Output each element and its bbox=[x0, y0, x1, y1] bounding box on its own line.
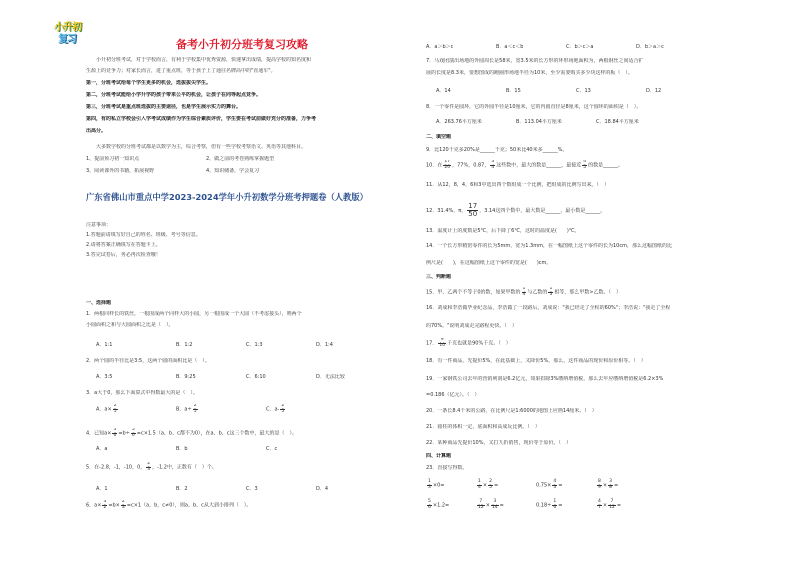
q17-text: 17． $\frac{9}{10}$ 千克也就是90%千克。（ ） bbox=[426, 338, 511, 348]
q9-text: 9．比120千克多20%是______千克；50米比40米多______%。 bbox=[426, 147, 568, 153]
q3-option-b: B．a÷ $\frac{2}{5}$ bbox=[176, 404, 197, 414]
notice-heading: 注意事项： bbox=[86, 222, 112, 228]
calc-4: $\frac{8}{9}$ × $\frac{3}{8}$ = bbox=[598, 479, 619, 490]
q2-text: 2．两个圆的半径比是3:5，这两个圆的面积比是（ ）。 bbox=[86, 358, 210, 364]
tip-3: 3、阅读课外的书籍，拓展视野 bbox=[86, 168, 155, 174]
q16-line-2: 的70%。"说明刘成走完路程更快。（ ） bbox=[426, 323, 517, 329]
section-judge: 三、判断题 bbox=[426, 274, 452, 280]
q10-text: 10．在 $\frac{17}{20}$ ，77%，0.87， $\frac{3}{4}$ 这些数中，最大的数是______，最接近 $\frac{4}{5}$ 的数是______。 bbox=[426, 160, 624, 170]
point-3: 第三，分班考试是重点班选拔的主要途径，也是学生展示实力的舞台。 bbox=[86, 104, 242, 110]
point-2: 第二，分班考试能给小学升学的孩子带来公平的机会，让孩子在同等起点竞争。 bbox=[86, 92, 262, 98]
exam-title: 广东省佛山市重点中学2023-2024学年小升初数学分班考押题卷（人教版） bbox=[86, 192, 368, 202]
q1-option-c: C．1:3 bbox=[246, 342, 263, 348]
q8-option-b: B．113.04平方厘米 bbox=[516, 119, 562, 125]
logo-text-bottom: 复习 bbox=[58, 34, 76, 45]
q6-option-b: B．a＜c＜b bbox=[496, 44, 524, 50]
point-4: 第四，有的私立学校会引入学考试成绩作为学生综合素质评价，学生要在考试前做好充分的准备，力争考 bbox=[86, 116, 317, 122]
tip-2: 2、做之前的考卷熟练掌握题型 bbox=[206, 156, 275, 162]
q2-option-c: C．6:10 bbox=[246, 374, 266, 380]
point-4-cont: 出高分。 bbox=[86, 128, 107, 134]
notice-3: 3.答完试卷后，务必再次检查哦！ bbox=[86, 252, 161, 258]
q8-option-c: C．18.84平方厘米 bbox=[596, 119, 639, 125]
q7-line-1: 7．马戏团演出场地的外圆周长是58米，宽3.5米的长方形的环形场地面积为，两根钢丝之间适合扩 bbox=[426, 58, 644, 64]
point-1: 第一，分班考试给每个学生更多的机会，选拔拔尖学生。 bbox=[86, 80, 212, 86]
q14-line-1: 14．一个长方形精密零件的长为5mm，宽为1.3mm，在一幅图纸上这个零件的长为10cm，那么这幅图纸的比 bbox=[426, 243, 672, 249]
q16-line-1: 16．刘成和李浩做毕业纪念品，李浩做了一段路后，刘成说："我已经走了全程的60%"；李浩说："我走了全程 bbox=[426, 305, 671, 311]
q1-option-d: D．1:4 bbox=[316, 342, 333, 348]
calc-2: $\frac{1}{4}$ × $\frac{2}{5}$ = bbox=[478, 479, 499, 490]
brand-logo bbox=[52, 18, 98, 46]
notice-2: 2.请将答案正确填写在答题卡上。 bbox=[86, 242, 161, 248]
q7-line-2: 展的长度是8.3米，要想图成的跑圈形场地半径为10米，至少需要购买多少块这样的板（ ）。 bbox=[426, 70, 633, 76]
q13-text: 13．温度计上的度数是5℃，后下降了6℃，这时的温度是( )℃。 bbox=[426, 228, 580, 234]
tip-1: 1、提前预习初一知识点 bbox=[86, 156, 140, 162]
q8-text: 8．一个零件是圆环，它的外圆半径是10厘米，它的内圆直径是8厘米，这个圆环的面积是（ ）。 bbox=[426, 104, 642, 110]
calc-6: $\frac{7}{12}$ × $\frac{3}{14}$ = bbox=[478, 499, 504, 510]
q2-option-b: B．9:25 bbox=[176, 374, 196, 380]
section-choice: 一、选择题 bbox=[86, 300, 112, 306]
q19-line-2: =0.186（亿元）。（ ） bbox=[426, 392, 480, 398]
q1-option-a: A．1:1 bbox=[96, 342, 113, 348]
q22-text: 22．某种商品先提价10%，又打九折销售，现价等于原价。（ ） bbox=[426, 440, 571, 446]
logo-text-top: 小升初 bbox=[54, 22, 81, 33]
section-fill: 二、填空题 bbox=[426, 134, 452, 140]
q21-text: 21．圆柱的体积一定，底面积和高成反比例。（ ） bbox=[426, 424, 540, 430]
q3-option-c: C．a- $\frac{2}{5}$ bbox=[266, 404, 285, 414]
q8-option-a: A．263.76平方厘米 bbox=[436, 119, 482, 125]
q7-option-c: C．13 bbox=[576, 88, 591, 94]
q15-text: 15．甲、乙两个不等于0的数，如果甲数的 $\frac{1}{4}$ 与乙数的 $\frac{1}{3}$ 相等，那么甲数>乙数。（ ） bbox=[426, 287, 622, 297]
q23-text: 23．直接写得数。 bbox=[426, 465, 468, 471]
calc-8: $\frac{4}{7}$ × $\frac{7}{12}$ = bbox=[598, 499, 622, 510]
right-column bbox=[402, 0, 794, 562]
q3-text: 3．a大于0，那么下面算式中得数最大的是（ ）。 bbox=[86, 390, 198, 396]
q2-option-a: A．3:5 bbox=[96, 374, 113, 380]
q5-option-c: C．3 bbox=[246, 486, 258, 492]
q6-text: 6．a× $\frac{3}{2}$ =b× $\frac{2}{3}$ =c×1（a，b，c≠0），则a、b、c从大到小排列（ ）。 bbox=[86, 500, 252, 510]
q4-option-b: B．b bbox=[176, 446, 188, 452]
intro-line-2: 生源上的竞争力；对家长而言，进了重点班，等于孩子上了通往名牌高中的"直通车"。 bbox=[86, 68, 276, 74]
q6-option-d: D．b＞a＞c bbox=[636, 44, 664, 50]
q4-option-a: A．a bbox=[96, 446, 108, 452]
q6-option-a: A．a＞b＞c bbox=[426, 44, 454, 50]
q19-line-1: 19．一家钢铁公司去年的营销利润是6.2亿元，如果扣除3%缴纳增值税，那么去年应缴纳增值税是6.2×3% bbox=[426, 376, 664, 382]
section-calc: 四、计算题 bbox=[426, 453, 452, 459]
q1-line-1: 1．两根同样长的铁丝，一根围成两个同样大的小圆，另一根围成一个大圆（不考虑接头），则两个 bbox=[86, 311, 302, 317]
q5-text: 5．在-2.8，-1，-10，0， $\frac{2}{3}$ ，-1.2中，正数有（ ）个。 bbox=[86, 462, 217, 472]
calc-7: 0.18÷ $\frac{1}{6}$ = bbox=[536, 499, 563, 510]
q4-option-c: C．c bbox=[266, 446, 278, 452]
q3-option-a: A．a× $\frac{2}{5}$ bbox=[96, 404, 117, 414]
tip-4: 4、知识储备，学会复习 bbox=[206, 168, 260, 174]
q1-line-2: 小圆面积之和与大圆面积之比是（ ）。 bbox=[86, 322, 174, 328]
notice-1: 1.答题前请填写好自己的姓名、班级、考号等信息。 bbox=[86, 232, 201, 238]
intro-line-1: 小升初分班考试，对于学校而言，有利于学校集中优秀资源，快速拿出成绩，提高学校的知名度和 bbox=[96, 57, 312, 63]
q6-option-c: C．b＞c＞a bbox=[566, 44, 594, 50]
q12-text: 12．31.4%，π， $\frac{17}{50}$ ，3.14这四个数中，最大数是______，最小数是______。 bbox=[426, 203, 606, 218]
q14-line-2: 例尺是( )，在这幅图纸上这个零件的宽是( )cm。 bbox=[426, 260, 552, 266]
q7-option-a: A．14 bbox=[436, 88, 451, 94]
q5-option-d: D．4 bbox=[316, 486, 329, 492]
q7-option-b: B．15 bbox=[506, 88, 521, 94]
q1-option-b: B．1:2 bbox=[176, 342, 193, 348]
q2-option-d: D．无法比较 bbox=[316, 374, 345, 380]
q7-option-d: D．12 bbox=[646, 88, 662, 94]
q11-text: 11．从12，8，4，6和3中选出四个数组成一个比例，把组成的比例写出来。（ ） bbox=[426, 182, 609, 188]
calc-3: 0.75× $\frac{4}{3}$ = bbox=[536, 479, 563, 490]
strategy-title: 备考小升初分班考复习攻略 bbox=[176, 38, 308, 51]
q20-text: 20．一条长8.4千米的公路，在比例尺是1:6000的地图上应画14厘米。（ ） bbox=[426, 408, 597, 414]
q5-option-a: A．1 bbox=[96, 486, 108, 492]
tip-intro: 大多数学校的分班考试都是以数学为主，综合考察，但有一些学校考察语文、英语等其他科目。 bbox=[96, 144, 307, 150]
q4-text: 4．已知a× $\frac{5}{6}$ =b÷ $\frac{5}{6}$ =c×1.5（a、b、c都不为0），在a、b、c这三个数中，最大的是（ ）。 bbox=[86, 428, 297, 438]
calc-5: $\frac{5}{6}$ ×1.2= bbox=[428, 499, 450, 510]
q18-text: 18．有一件商品，先提价5%，在此基础上，又降价5%，那么，这件商品的现价和原价相等。（ ） bbox=[426, 358, 646, 364]
q5-option-b: B．2 bbox=[176, 486, 188, 492]
calc-1: $\frac{1}{3}$ ×0= bbox=[428, 479, 445, 490]
